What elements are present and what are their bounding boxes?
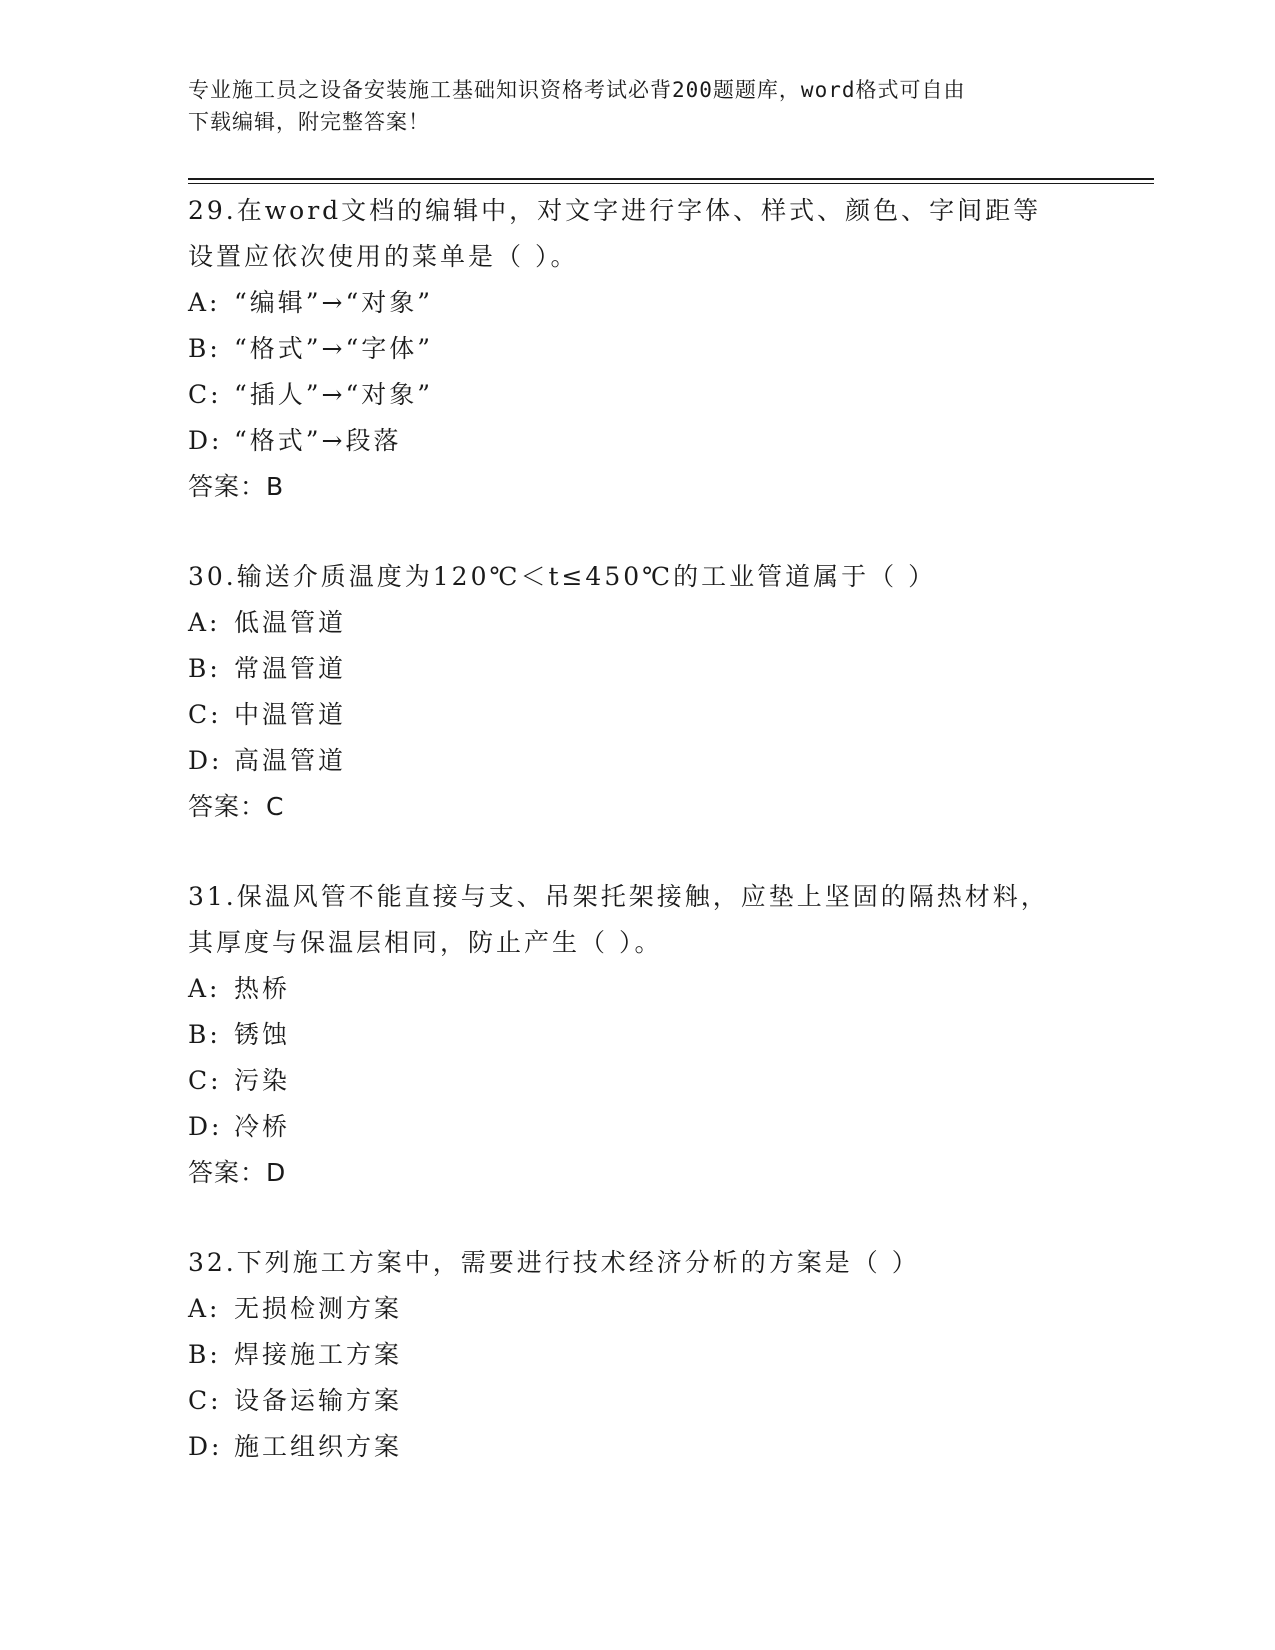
- option-letter: C:: [188, 700, 222, 729]
- option-d: [188, 418, 1088, 464]
- option-text: 设备运输方案: [234, 1386, 403, 1415]
- option-text: 冷桥: [234, 1112, 291, 1141]
- option-text: 焊接施工方案: [234, 1340, 403, 1369]
- option-text: 低温管道: [234, 608, 347, 637]
- option-letter: A:: [188, 288, 221, 317]
- option-text: “编辑”→“对象”: [234, 288, 434, 317]
- option-text: 无损检测方案: [234, 1294, 403, 1323]
- option-letter: A:: [188, 1294, 221, 1323]
- option-text: 污染: [234, 1066, 291, 1095]
- option-text: 常温管道: [234, 654, 347, 683]
- question-text: 其厚度与保温层相同，防止产生（ ）。: [188, 928, 663, 957]
- header-title-line-1: 专业施工员之设备安装施工基础知识资格考试必背200题题库，word格式可自由: [188, 78, 966, 102]
- option-text: 锈蚀: [234, 1020, 291, 1049]
- option-a: [188, 1286, 1088, 1332]
- option-d: [188, 1104, 1088, 1150]
- option-c: [188, 1058, 1088, 1104]
- option-letter: D:: [188, 426, 223, 455]
- option-a: [188, 600, 1088, 646]
- question-text: 30.输送介质温度为120℃＜t≤450℃的工业管道属于（ ）: [188, 562, 937, 591]
- option-letter: B:: [188, 654, 221, 683]
- option-b: [188, 1332, 1088, 1378]
- option-text: “插人”→“对象”: [234, 380, 434, 409]
- option-letter: C:: [188, 380, 222, 409]
- option-letter: A:: [188, 608, 221, 637]
- question-30: [188, 554, 1088, 830]
- option-text: 高温管道: [234, 746, 347, 775]
- option-text: 中温管道: [234, 700, 347, 729]
- question-31: [188, 874, 1088, 1196]
- option-letter: C:: [188, 1386, 222, 1415]
- question-32: [188, 1240, 1088, 1470]
- option-c: [188, 372, 1088, 418]
- option-letter: D:: [188, 746, 223, 775]
- question-list: [188, 188, 1088, 1514]
- answer-line: 答案：C: [188, 792, 285, 821]
- answer-line: 答案：D: [188, 1158, 287, 1187]
- option-b: [188, 1012, 1088, 1058]
- option-letter: C:: [188, 1066, 222, 1095]
- option-text: “格式”→段落: [234, 426, 402, 455]
- option-text: 热桥: [234, 974, 291, 1003]
- header-title-line-2: 下载编辑，附完整答案！: [188, 110, 430, 134]
- question-text: 29.在word文档的编辑中，对文字进行字体、样式、颜色、字间距等: [188, 196, 1042, 225]
- option-a: [188, 966, 1088, 1012]
- option-c: [188, 692, 1088, 738]
- option-letter: D:: [188, 1112, 223, 1141]
- header-divider-thick: [188, 178, 1154, 180]
- option-c: [188, 1378, 1088, 1424]
- question-text: 32.下列施工方案中，需要进行技术经济分析的方案是（ ）: [188, 1248, 920, 1277]
- option-letter: B:: [188, 1340, 221, 1369]
- option-letter: B:: [188, 334, 221, 363]
- option-d: [188, 738, 1088, 784]
- question-text: 31.保温风管不能直接与支、吊架托架接触，应垫上坚固的隔热材料，: [188, 882, 1049, 911]
- option-b: [188, 646, 1088, 692]
- document-header: [188, 74, 1068, 138]
- option-b: [188, 326, 1088, 372]
- option-text: 施工组织方案: [234, 1432, 403, 1461]
- header-divider-thin: [188, 183, 1154, 184]
- option-text: “格式”→“字体”: [234, 334, 434, 363]
- answer-line: 答案：B: [188, 472, 285, 501]
- option-letter: D:: [188, 1432, 223, 1461]
- question-text: 设置应依次使用的菜单是（ ）。: [188, 242, 579, 271]
- option-a: [188, 280, 1088, 326]
- question-29: [188, 188, 1088, 510]
- option-letter: B:: [188, 1020, 221, 1049]
- option-d: [188, 1424, 1088, 1470]
- option-letter: A:: [188, 974, 221, 1003]
